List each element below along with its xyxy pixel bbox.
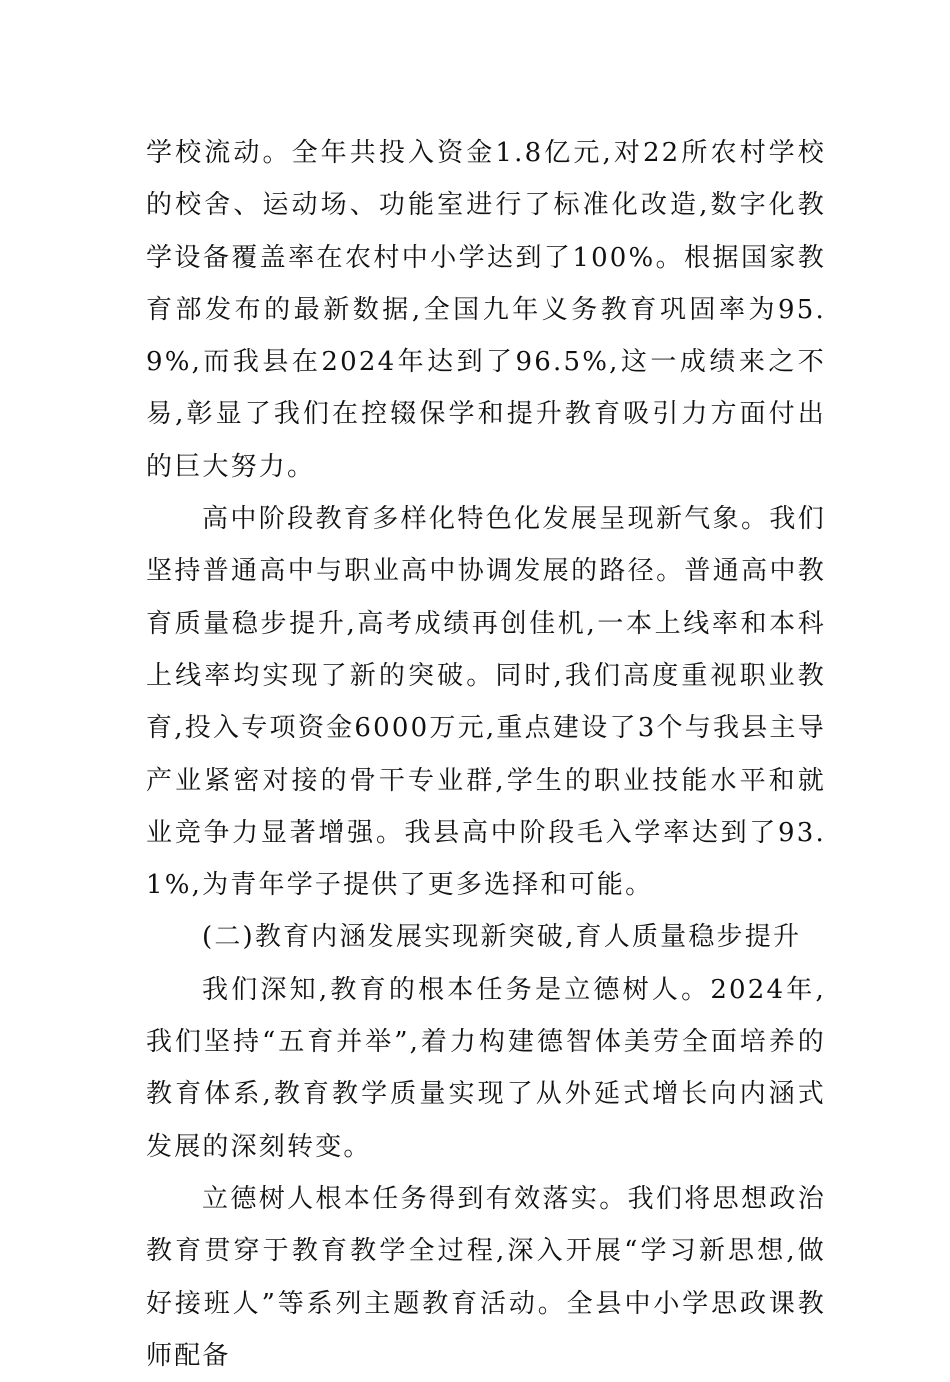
paragraph-moral-education-task: 我们深知,教育的根本任务是立德树人。2024年,我们坚持“五育并举”,着力构建德智体美劳全面培养的教育体系,教育教学质量实现了从外延式增长向内涵式发展的深刻转变。 bbox=[146, 974, 826, 1162]
section-heading: (二)教育内涵发展实现新突破,育人质量稳步提升 bbox=[202, 922, 802, 953]
paragraph-high-school-development: 高中阶段教育多样化特色化发展呈现新气象。我们坚持普通高中与职业高中协调发展的路径。普通高中教育质量稳步提升,高考成绩再创佳机,一本上线率和本科上线率均实现了新的突破。同时,我们高度重视职业教育,投入专项资金6000万元,重点建设了3个与我县主导产业紧密对接的骨干专业群,学生的职业技能水平和就业竞争力显著增强。我县高中阶段毛入学率达到了93.1%,为青年学子提供了更多选择和可能。 bbox=[146, 504, 826, 901]
body-text bbox=[146, 127, 826, 1382]
paragraph-ideological-education: 立德树人根本任务得到有效落实。我们将思想政治教育贯穿于教育教学全过程,深入开展“学习新思想,做好接班人”等系列主题教育活动。全县中小学思政课教师配备 bbox=[146, 1183, 826, 1371]
paragraph-rural-school-funding: 学校流动。全年共投入资金1.8亿元,对22所农村学校的校舍、运动场、功能室进行了标准化改造,数字化教学设备覆盖率在农村中小学达到了100%。根据国家教育部发布的最新数据,全国九年义务教育巩固率为95.9%,而我县在2024年达到了96.5%,这一成绩来之不易,彰显了我们在控辍保学和提升教育吸引力方面付出的巨大努力。 bbox=[146, 138, 826, 482]
